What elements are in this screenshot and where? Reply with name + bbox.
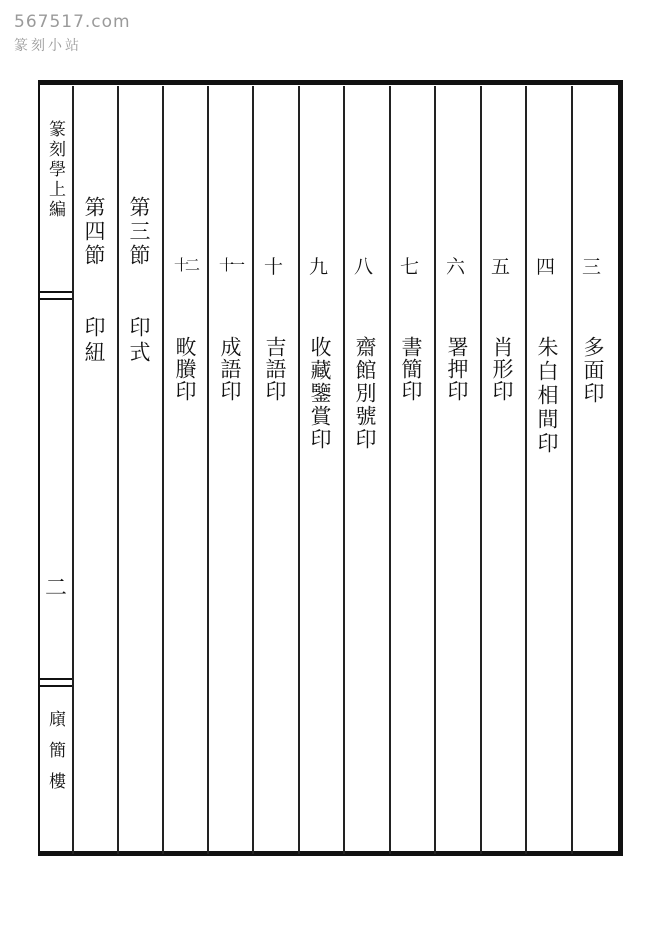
column-rule (298, 86, 300, 854)
watermark-name: 篆刻小站 (14, 38, 82, 54)
column-rule (525, 86, 527, 854)
item-number: 七 (400, 256, 420, 278)
item-title: 多面印 (581, 336, 605, 405)
item-title: 署押印 (445, 336, 469, 402)
item-title: 收藏鑒賞印 (308, 336, 332, 451)
margin-double-rule (38, 291, 72, 293)
item-number: 九 (309, 256, 329, 278)
section-title: 印紐 (82, 316, 106, 366)
item-title: 吉語印 (263, 336, 287, 402)
publisher-name: 廎簡樓 (45, 710, 65, 803)
item-number: 四 (536, 256, 556, 278)
margin-double-rule (38, 678, 72, 680)
item-title: 成語印 (218, 336, 242, 402)
column-rule (434, 86, 436, 854)
watermark-site: 567517.com (14, 12, 131, 32)
item-number: 六 (446, 256, 466, 278)
item-number: 八 (354, 256, 374, 278)
column-rule (117, 86, 119, 854)
item-title: 畋賸印 (173, 336, 197, 402)
item-number: 十 (264, 256, 284, 278)
item-number: 十一 (219, 256, 242, 274)
item-title: 肖形印 (490, 336, 514, 402)
page-number: 二 (45, 576, 68, 601)
item-title: 書簡印 (399, 336, 423, 402)
column-rule (571, 86, 573, 854)
margin-double-rule (38, 685, 72, 687)
frame-bottom (38, 851, 623, 856)
section-number: 第四節 (82, 196, 106, 268)
item-title: 齋館別號印 (353, 336, 377, 451)
column-rule (72, 86, 74, 854)
column-rule (343, 86, 345, 854)
column-rule (480, 86, 482, 854)
item-number: 三 (582, 256, 602, 278)
margin-double-rule (38, 298, 72, 300)
section-title: 印式 (127, 316, 151, 366)
book-title: 篆刻學上編 (45, 120, 65, 220)
item-number: 五 (491, 256, 511, 278)
frame-left (38, 80, 40, 856)
item-number: 十二 (174, 256, 197, 274)
column-rule (162, 86, 164, 854)
item-title: 朱白相間印 (535, 336, 559, 456)
frame-right (618, 80, 623, 856)
column-rule (389, 86, 391, 854)
frame-top (38, 80, 623, 85)
section-number: 第三節 (127, 196, 151, 268)
column-rule (252, 86, 254, 854)
column-rule (207, 86, 209, 854)
